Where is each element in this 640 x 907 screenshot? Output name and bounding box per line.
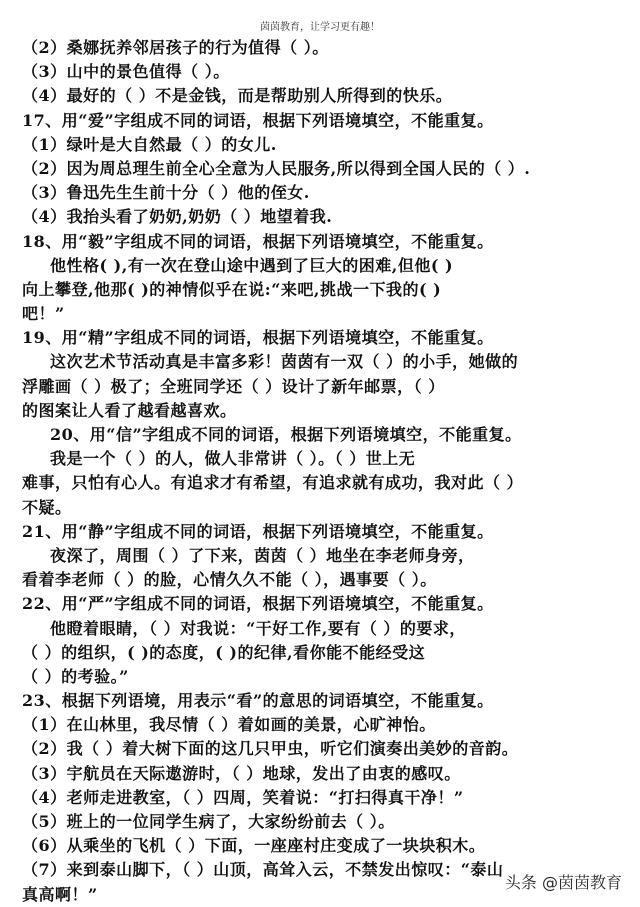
text-line: 浮雕画（ ）极了；全班同学还（ ）设计了新年邮票，（ ） xyxy=(22,376,445,396)
text-line: （6）从乘坐的飞机（ ）下面，一座座村庄变成了一块块积木。 xyxy=(22,836,486,856)
text-line: 吧！” xyxy=(22,304,65,324)
text-line: （1）在山林里，我尽情（ ）着如画的美景，心旷神怡。 xyxy=(22,715,436,735)
text-line: 20、用“信”字组成不同的词语，根据下列语境填空，不能重复。 xyxy=(50,425,522,444)
text-line: 23、根据下列语境，用表示“看”的意思的词语填空，不能重复。 xyxy=(22,691,494,711)
text-line: 真高啊！” xyxy=(22,884,98,904)
text-line: （1）绿叶是大自然最（ ）的女儿. xyxy=(22,134,277,154)
watermark: 头条 @茵茵教育 xyxy=(504,873,622,892)
text-line: 18、用“毅”字组成不同的词语，根据下列语境填空，不能重复。 xyxy=(22,231,494,251)
text-line: （4）最好的（ ）不是金钱，而是帮助别人所得到的快乐。 xyxy=(22,86,453,106)
text-line: （2）因为周总理生前全心全意为人民服务,所以得到全国人民的（ ）. xyxy=(22,158,531,178)
text-line: 他性格( ),有一次在登山途中遇到了巨大的困难,但他( ) xyxy=(50,255,454,275)
text-line: （ ）的组织，( )的态度，( )的纪律,看你能不能经受这 xyxy=(22,642,426,662)
text-line: 22、用“严”字组成不同的词语，根据下列语境填空，不能重复。 xyxy=(22,594,494,614)
text-line: 他瞪着眼睛，（ ）对我说：“干好工作,要有（ ）的要求， xyxy=(50,618,466,638)
text-line: 看着李老师（ ）的脸，心情久久不能（ ），遇事要（ ）。 xyxy=(22,570,437,590)
text-line: 夜深了，周围（ ）了下来，茵茵（ ）地坐在李老师身旁， xyxy=(50,545,475,565)
text-line: （7）来到泰山脚下，（ ）山顶，高耸入云，不禁发出惊叹：“泰山 xyxy=(22,860,504,880)
text-line: 向上攀登,他那( )的神情似乎在说:“来吧,挑战一下我的( ) xyxy=(22,279,442,299)
text-line: 21、用“静”字组成不同的词语，根据下列语境填空，不能重复。 xyxy=(22,521,494,541)
text-line: 难事，只怕有心人。有追求才有希望，有追求就有成功，我对此（ ） xyxy=(22,473,524,493)
text-line: 17、用“爱”字组成不同的词语，根据下列语境填空，不能重复。 xyxy=(22,110,494,130)
page-header: 茵茵教育，让学习更有趣！ xyxy=(260,22,380,33)
text-line: 19、用“精”字组成不同的词语，根据下列语境填空，不能重复。 xyxy=(22,328,494,348)
text-line: 这次艺术节活动真是丰富多彩！茵茵有一双（ ）的小手，她做的 xyxy=(50,352,519,372)
text-line: 的图案让人看了越看越喜欢。 xyxy=(22,400,237,420)
text-line: 我是一个（ ）的人，做人非常讲（ ）。（ ）世上无 xyxy=(50,449,416,469)
text-line: （3）山中的景色值得（ ）。 xyxy=(22,62,230,82)
worksheet-body xyxy=(22,36,622,907)
text-line: （4）我抬头看了奶奶,奶奶（ ）地望着我. xyxy=(22,207,333,227)
text-line: （4）老师走进教室，（ ）四周，笑着说：“打扫得真干净！” xyxy=(22,787,464,807)
text-line: （3）鲁迅先生生前十分（ ）他的侄女. xyxy=(22,183,310,203)
text-line: （2）桑娜抚养邻居孩子的行为值得（ ）。 xyxy=(22,38,329,57)
text-line: 不疑。 xyxy=(22,497,72,517)
text-line: （5）班上的一位同学生病了，大家纷纷前去（ ）。 xyxy=(22,812,395,831)
text-line: （3）宇航员在天际遨游时，（ ）地球，发出了由衷的感叹。 xyxy=(22,763,461,783)
text-line: （2）我（ ）着大树下面的这几只甲虫，听它们演奏出美妙的音韵。 xyxy=(22,739,519,759)
text-line: （ ）的考验。” xyxy=(22,666,129,686)
